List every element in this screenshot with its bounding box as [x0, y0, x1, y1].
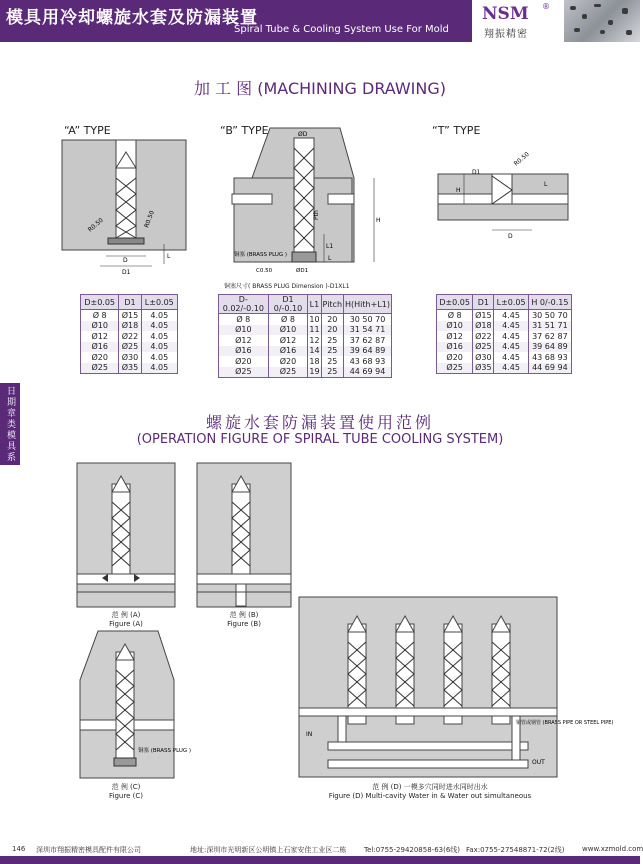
type-a-d-label: D	[123, 257, 128, 264]
product-photo	[564, 0, 640, 42]
col-header: L±0.05	[494, 295, 528, 310]
table-cell: Ø25	[81, 363, 119, 374]
table-cell: 4.05	[141, 352, 177, 363]
table-cell: 4.05	[141, 342, 177, 353]
table-cell: Ø18	[119, 321, 141, 332]
table-row	[437, 342, 572, 353]
type-b-plug-label: 铜塞 (BRASS PLUG )	[234, 252, 288, 258]
type-b-phid1-label: ØD1	[296, 268, 309, 274]
table-row	[219, 335, 392, 346]
table-cell: Ø12	[437, 331, 473, 342]
table-row	[81, 363, 178, 374]
table-row	[437, 331, 572, 342]
table-cell: 14	[309, 346, 320, 356]
table-cell: 4.45	[494, 342, 528, 353]
table-cell: 4.45	[494, 321, 528, 332]
table-row	[437, 363, 572, 374]
type-t-d1-label: D1	[472, 169, 481, 176]
footer-web: www.xzmold.com	[582, 845, 643, 853]
table-row	[437, 321, 572, 332]
col-header: L±0.05	[141, 295, 177, 310]
table-cell: Ø25	[219, 367, 269, 378]
table-cell: Ø20	[437, 352, 473, 363]
col-header: D±0.05	[81, 295, 119, 310]
footer-bar	[0, 856, 640, 864]
logo-box	[472, 0, 564, 42]
table-cell: Ø16	[268, 346, 308, 357]
brand-name: 翔振精密	[484, 29, 528, 40]
table-cell: Ø 8	[268, 314, 308, 325]
table-cell: 43 68 93	[528, 352, 571, 363]
figure-c-caption-cn: 范 例 (C)	[111, 783, 141, 791]
table-cell: Ø35	[119, 363, 141, 374]
footer-tel: Tel:0755-29420858-63(6线)	[364, 846, 461, 854]
col-header: D-0.02/-0.10	[219, 295, 269, 314]
type-a-drawing	[60, 138, 190, 278]
table-cell: Ø10	[219, 325, 269, 336]
header-title-cn: 模具用冷却螺旋水套及防漏装置	[6, 8, 258, 28]
table-cell: Ø30	[473, 352, 494, 363]
header-title-en: Spiral Tube & Cooling System Use For Mold	[234, 24, 449, 35]
table-cell: Ø 8	[219, 314, 269, 325]
type-b-chamfer-label: C0.50	[256, 268, 273, 274]
table-cell: 30 50 70	[528, 310, 571, 321]
table-cell: Ø12	[268, 335, 308, 346]
table-row	[437, 310, 572, 321]
table-cell: 39 64 89	[528, 342, 571, 353]
table-cell: 19	[309, 367, 320, 377]
table-cell: Ø16	[81, 342, 119, 353]
table-cell: 4.45	[494, 331, 528, 342]
table-cell: 18	[309, 356, 320, 366]
table-cell: 39 64 89	[344, 346, 392, 357]
type-a-r-label: R0.50	[86, 216, 105, 234]
table-cell: 20	[321, 314, 343, 325]
logo: NSM	[482, 4, 529, 24]
figure-d-pipe-label: 铜管或钢管 (BRASS PIPE OR STEEL PIPE)	[516, 720, 614, 726]
type-b-l1-label: L1	[326, 243, 334, 250]
col-header: D1	[473, 295, 494, 310]
table-cell: Ø25	[437, 363, 473, 374]
table-cell: 44 69 94	[344, 367, 392, 378]
table-cell: Ø20	[81, 352, 119, 363]
type-a-r-label-2: R0.50	[143, 209, 156, 229]
table-cell: Ø12	[81, 331, 119, 342]
table-row	[81, 331, 178, 342]
table-cell: 20	[321, 325, 343, 336]
table-cell: Ø 8	[81, 310, 119, 321]
table-cell: 4.05	[141, 321, 177, 332]
table-cell: 4.45	[494, 352, 528, 363]
registered-mark: ®	[542, 2, 550, 11]
table-cell: Ø20	[219, 356, 269, 367]
table-cell: Ø16	[219, 346, 269, 357]
figure-c-plug-label: 铜塞 (BRASS PLUG )	[138, 748, 192, 754]
table-row	[219, 314, 392, 325]
table-row	[81, 352, 178, 363]
type-t-h-label: H	[456, 187, 461, 194]
figure-d-out-label: OUT	[532, 759, 545, 766]
table-cell: 31 51 71	[528, 321, 571, 332]
table-cell: 30 50 70	[344, 314, 392, 325]
table-cell: Ø15	[473, 310, 494, 321]
table-cell: Ø35	[473, 363, 494, 374]
footer-company: 深圳市翔振精密模具配件有限公司	[36, 846, 141, 854]
table-cell: Ø25	[473, 342, 494, 353]
table-row	[219, 356, 392, 367]
type-a-d1-label: D1	[122, 269, 131, 276]
table-cell: 4.05	[141, 331, 177, 342]
table-a	[80, 294, 178, 374]
table-t-header	[437, 295, 572, 310]
type-t-r-label: R0.50	[512, 150, 531, 168]
table-row	[81, 342, 178, 353]
table-cell: 37 62 87	[344, 335, 392, 346]
figure-a-drawing	[76, 462, 176, 608]
type-t-d-label: D	[508, 233, 513, 240]
footer-address: 地址:深圳市光明新区公明镇上石家安佳工业区二栋	[190, 846, 347, 854]
table-cell: Ø10	[437, 321, 473, 332]
figure-b-caption-cn: 范 例 (B)	[229, 611, 259, 619]
operation-title-en: (OPERATION FIGURE OF SPIRAL TUBE COOLING SYSTEM)	[136, 432, 504, 447]
table-cell: 43 68 93	[344, 356, 392, 367]
col-header: Pitch	[321, 295, 343, 314]
figure-a-caption-en: Figure (A)	[109, 620, 143, 628]
page-number: 146	[12, 845, 26, 853]
col-header: L1	[308, 295, 321, 314]
col-header: D±0.05	[437, 295, 473, 310]
type-b-phid-label: ØD	[298, 131, 308, 138]
figure-d-caption-cn: 范 例 (D) 一模多穴同时进水同时出水	[372, 783, 488, 791]
figure-c-caption-en: Figure (C)	[109, 792, 143, 800]
table-row	[219, 346, 392, 357]
type-b-h-label: H	[376, 217, 381, 224]
type-b-pitch-label: Pth	[313, 210, 320, 220]
figure-a-caption-cn: 范 例 (A)	[111, 611, 141, 619]
table-cell: Ø30	[119, 352, 141, 363]
table-cell: Ø15	[119, 310, 141, 321]
table-cell: 11	[309, 325, 320, 335]
table-cell: Ø 8	[437, 310, 473, 321]
table-row	[219, 325, 392, 336]
table-cell: Ø18	[473, 321, 494, 332]
table-cell: Ø10	[268, 325, 308, 336]
figure-c-drawing	[76, 630, 192, 780]
table-cell: Ø22	[119, 331, 141, 342]
table-cell: 4.05	[141, 310, 177, 321]
side-tab: 日期章类模具系	[0, 383, 20, 465]
table-a-header	[81, 295, 178, 310]
table-row	[219, 367, 392, 378]
table-b	[218, 294, 392, 378]
type-t-label: “T” TYPE	[432, 124, 481, 137]
figure-d-in-label: IN	[306, 731, 313, 738]
plug-dimension-note: 铜塞尺寸( BRASS PLUG Dimension )-D1XL1	[224, 283, 350, 290]
table-cell: 25	[321, 367, 343, 378]
col-header: D1	[119, 295, 141, 310]
figure-d-drawing	[298, 596, 614, 780]
page-footer	[0, 842, 643, 856]
table-cell: Ø25	[268, 367, 308, 378]
table-row	[437, 352, 572, 363]
col-header: H 0/-0.15	[528, 295, 571, 310]
table-cell: 44 69 94	[528, 363, 571, 374]
table-cell: 10	[309, 314, 320, 324]
footer-fax: Fax:0755-27548871-72(2线)	[466, 846, 565, 854]
table-cell: Ø10	[81, 321, 119, 332]
table-t	[436, 294, 572, 374]
operation-title-cn: 螺旋水套防漏装置使用范例	[205, 413, 434, 432]
col-header: H(Hith+L1)	[344, 295, 392, 314]
table-cell: 25	[321, 346, 343, 357]
table-cell: Ø20	[268, 356, 308, 367]
table-row	[81, 310, 178, 321]
table-cell: Ø12	[219, 335, 269, 346]
type-b-label: “B” TYPE	[220, 124, 269, 137]
table-cell: 31 54 71	[344, 325, 392, 336]
figure-b-caption-en: Figure (B)	[227, 620, 261, 628]
type-b-l-label: L	[328, 255, 332, 262]
table-cell: 25	[321, 335, 343, 346]
table-cell: 12	[309, 335, 320, 345]
table-cell: Ø16	[437, 342, 473, 353]
table-cell: 4.45	[494, 363, 528, 374]
table-cell: 25	[321, 356, 343, 367]
type-a-l-label: L	[167, 253, 171, 260]
col-header: D1 0/-0.10	[268, 295, 308, 314]
type-b-drawing	[232, 128, 392, 278]
table-row	[81, 321, 178, 332]
type-t-l-label: L	[544, 181, 548, 188]
table-cell: Ø22	[473, 331, 494, 342]
type-t-drawing	[436, 140, 576, 240]
table-cell: 4.45	[494, 310, 528, 321]
table-cell: Ø25	[119, 342, 141, 353]
table-b-header	[219, 295, 392, 314]
table-cell: 4.05	[141, 363, 177, 374]
table-cell: 37 62 87	[528, 331, 571, 342]
machining-title: 加 工 图 (MACHINING DRAWING)	[193, 79, 447, 98]
figure-d-caption-en: Figure (D) Multi-cavity Water in & Water out simultaneous	[328, 792, 532, 800]
figure-b-drawing	[196, 462, 292, 608]
type-a-label: “A” TYPE	[64, 124, 111, 137]
